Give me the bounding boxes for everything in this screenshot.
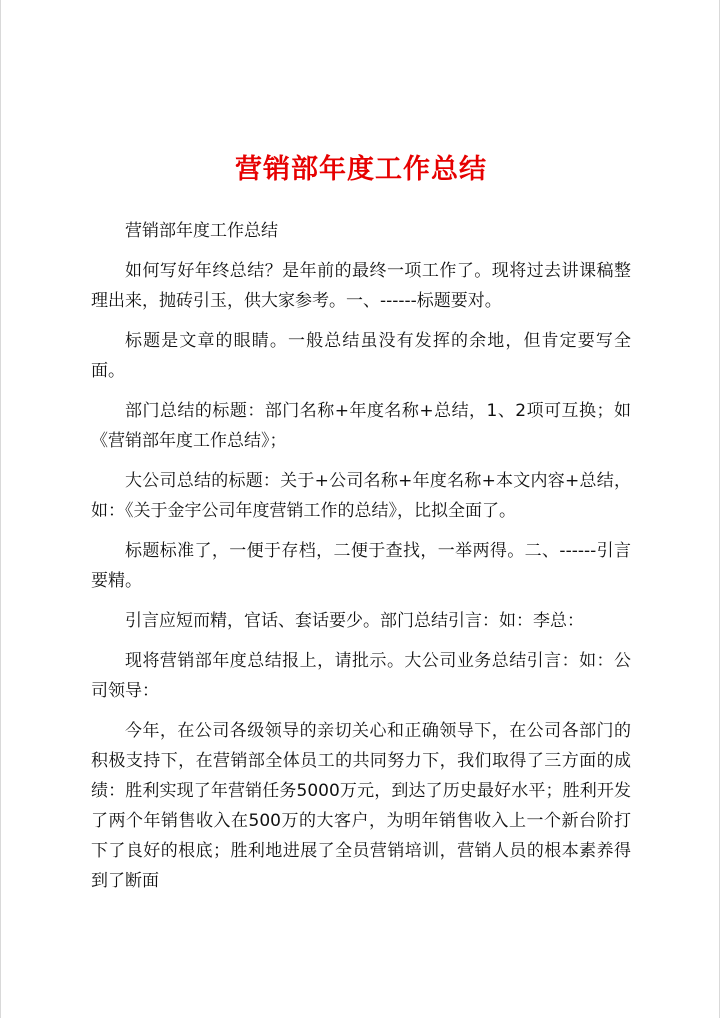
paragraph: 引言应短而精，官话、套话要少。部门总结引言：如：李总：: [125, 611, 584, 631]
paragraph: 大公司总结的标题：关于+公司名称+年度名称+本文内容+总结，如：《关于金宇公司年度营销工作的总结》，比拟全面了。: [91, 471, 631, 521]
paragraph: 标题标准了，一便于存档，二便于查找，一举两得。二、------引言要精。: [91, 541, 631, 591]
document-body: [91, 216, 631, 906]
paragraph: 部门总结的标题：部门名称+年度名称+总结，1、2项可互换；如《营销部年度工作总结》；: [91, 401, 631, 451]
paragraph: 营销部年度工作总结: [125, 221, 278, 241]
paragraph: 标题是文章的眼睛。一般总结虽没有发挥的余地，但肯定要写全面。: [91, 331, 631, 381]
paragraph: 如何写好年终总结？是年前的最终一项工作了。现将过去讲课稿整理出来，抛砖引玉，供大家参考。一、------标题要对。: [91, 261, 631, 311]
document-title: 营销部年度工作总结: [235, 154, 487, 185]
paragraph: 今年，在公司各级领导的亲切关心和正确领导下，在公司各部门的积极支持下，在营销部全体员工的共同努力下，我们取得了三方面的成绩：胜利实现了年营销任务5000万元，到达了历史最好水平；胜利开发了两个年销售收入在500万的大客户，为明年销售收入上一个新台阶打下了良好的根底；胜利地进展了全员营销培训，营销人员的根本素养得到了断面: [91, 721, 631, 891]
paragraph: 现将营销部年度总结报上，请批示。大公司业务总结引言：如：公司领导：: [91, 651, 631, 701]
